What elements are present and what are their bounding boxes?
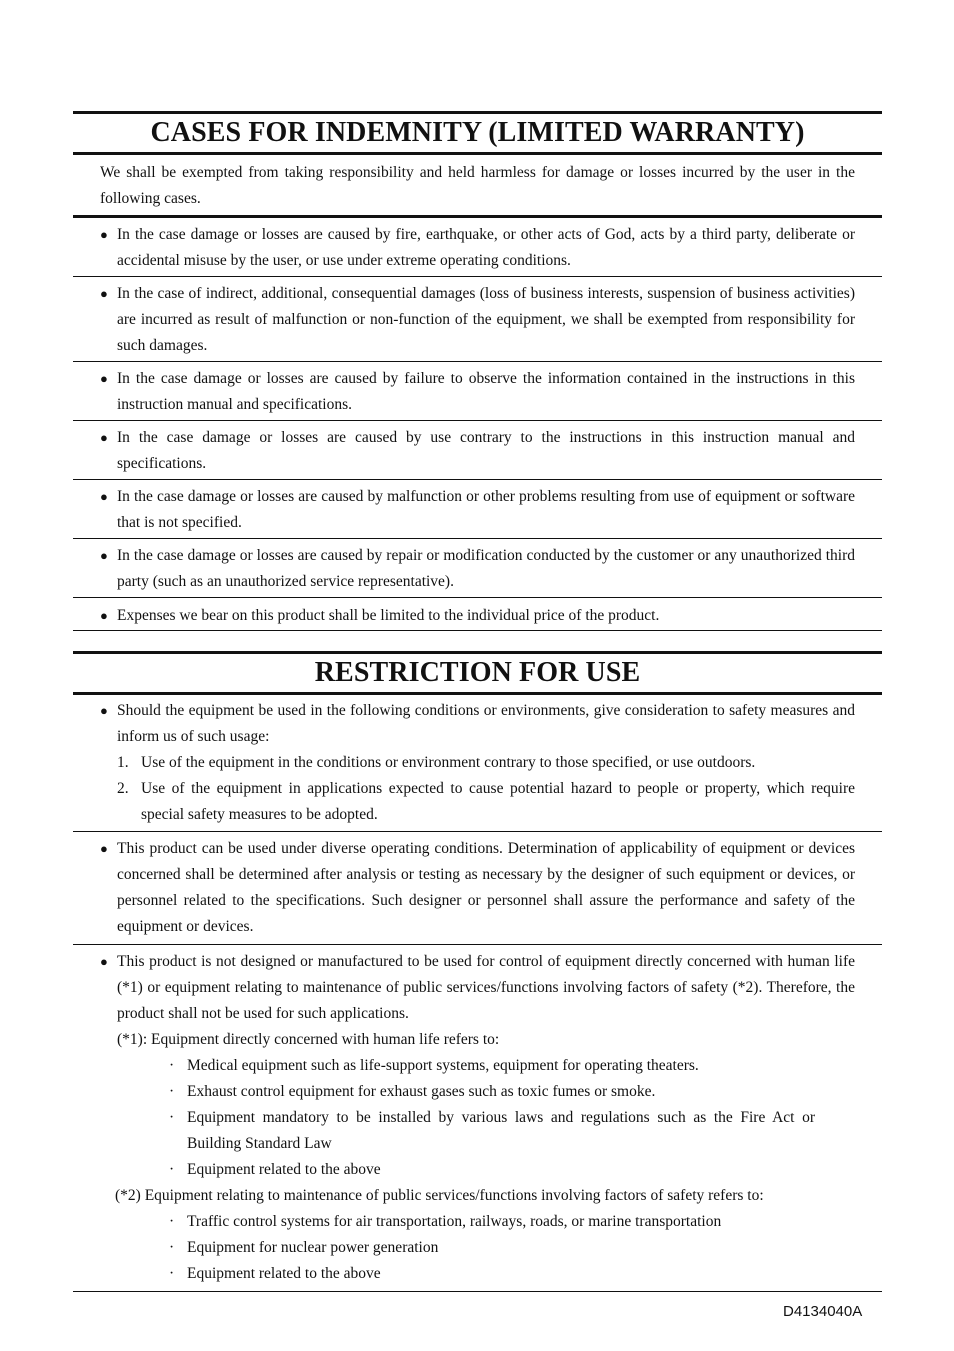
indemnity-item-text: In the case damage or losses are caused by use contrary to the instructions in this instruction manual and specifications. xyxy=(117,429,855,472)
indemnity-item-text: In the case damage or losses are caused by fire, earthquake, or other acts of God, acts by a third party, deliberate or accidental misuse by the user, or use under extreme operating conditions. xyxy=(117,226,855,269)
number-label: 1. xyxy=(117,754,129,771)
bullet-icon: ● xyxy=(100,430,108,445)
indemnity-item xyxy=(73,598,882,630)
note1-item xyxy=(117,1079,855,1105)
bullet-icon: ● xyxy=(100,489,108,504)
bullet-icon: ● xyxy=(100,286,108,301)
document-page xyxy=(73,111,882,1292)
dot-icon: · xyxy=(169,1083,175,1100)
note2-item-text: Traffic control systems for air transportation, railways, roads, or marine transportation xyxy=(187,1213,722,1230)
note2-item xyxy=(117,1235,855,1261)
note2-lead: (*2) Equipment relating to maintenance of public services/functions involving factors of safety refers to: xyxy=(115,1187,764,1204)
dot-icon: · xyxy=(169,1213,175,1230)
indemnity-intro: We shall be exempted from taking responsibility and held harmless for damage or losses incurred by the user in the following cases. xyxy=(100,164,855,207)
indemnity-item xyxy=(73,218,882,276)
restriction-item xyxy=(73,945,882,1291)
restriction-item-text: This product can be used under diverse operating conditions. Determination of applicability of equipment or devices concerned shall be determined after analysis or testing as necessary by the designer of such equipment or devices, or personnel related to the specifications. Such designer or personnel shall assure the performance and safety of the equipment or devices. xyxy=(117,840,855,935)
indemnity-item xyxy=(73,421,882,479)
bullet-icon: ● xyxy=(100,227,108,242)
dot-icon: · xyxy=(169,1057,175,1074)
indemnity-item-text: In the case damage or losses are caused by failure to observe the information contained in the instructions in this instruction manual and specifications. xyxy=(117,370,855,413)
indemnity-item xyxy=(73,277,882,361)
indemnity-title: CASES FOR INDEMNITY (LIMITED WARRANTY) xyxy=(150,117,805,148)
indemnity-item xyxy=(73,362,882,420)
note1-lead: (*1): Equipment directly concerned with human life refers to: xyxy=(117,1031,500,1048)
note1-item-text: Equipment related to the above xyxy=(187,1161,381,1178)
restriction-item xyxy=(73,695,882,831)
note2-item-text: Equipment for nuclear power generation xyxy=(187,1239,439,1256)
note1-item xyxy=(117,1105,855,1157)
note2-item-text: Equipment related to the above xyxy=(187,1265,381,1282)
numbered-item xyxy=(117,750,855,776)
bullet-icon: ● xyxy=(100,841,108,856)
indemnity-item-text: In the case damage or losses are caused by repair or modification conducted by the customer or any unauthorized third party (such as an unauthorized service representative). xyxy=(117,547,855,590)
indemnity-item-text: In the case of indirect, additional, consequential damages (loss of business interests, suspension of business activities) are incurred as result of malfunction or non-function of the equipment, we shall be exempted from responsibility for such damages. xyxy=(117,285,855,354)
note1-item-text: Exhaust control equipment for exhaust gases such as toxic fumes or smoke. xyxy=(187,1083,656,1100)
note1-item xyxy=(117,1053,855,1079)
dot-icon: · xyxy=(169,1265,175,1282)
note2-item xyxy=(117,1261,855,1287)
numbered-item xyxy=(117,776,855,828)
bullet-icon: ● xyxy=(100,608,108,623)
bullet-icon: ● xyxy=(100,371,108,386)
section-top-rule xyxy=(73,651,882,654)
numbered-item-text: Use of the equipment in applications expected to cause potential hazard to people or property, which require special safety measures to be adopted. xyxy=(141,780,855,823)
indemnity-item-text: In the case damage or losses are caused by malfunction or other problems resulting from use of equipment or software that is not specified. xyxy=(117,488,855,531)
note2-item xyxy=(117,1209,855,1235)
indemnity-item xyxy=(73,539,882,597)
section-bottom-rule xyxy=(73,1291,882,1292)
indemnity-item xyxy=(73,480,882,538)
indemnity-item-text: Expenses we bear on this product shall be limited to the individual price of the product. xyxy=(117,607,660,624)
note1-item-text: Medical equipment such as life-support systems, equipment for operating theaters. xyxy=(187,1057,699,1074)
note1-item xyxy=(117,1157,855,1183)
restriction-item xyxy=(73,832,882,944)
bullet-icon: ● xyxy=(100,703,108,718)
section-top-rule xyxy=(73,111,882,114)
dot-icon: · xyxy=(169,1161,175,1178)
restriction-title: RESTRICTION FOR USE xyxy=(314,657,641,688)
dot-icon: · xyxy=(169,1239,175,1256)
bullet-icon: ● xyxy=(100,548,108,563)
restriction-item-text: Should the equipment be used in the following conditions or environments, give consideration to safety measures and inform us of such usage: xyxy=(117,702,855,745)
bullet-icon: ● xyxy=(100,954,108,969)
document-code: D4134040A xyxy=(783,1303,863,1320)
number-label: 2. xyxy=(117,780,129,797)
numbered-item-text: Use of the equipment in the conditions or environment contrary to those specified, or use outdoors. xyxy=(141,754,756,771)
note1-item-text: Equipment mandatory to be installed by various laws and regulations such as the Fire Act or Building Standard Law xyxy=(187,1109,815,1152)
dot-icon: · xyxy=(169,1109,175,1126)
restriction-item-text: This product is not designed or manufactured to be used for control of equipment directly concerned with human life (*1) or equipment relating to maintenance of public services/functions involving factors of safety (*2). Therefore, the product shall not be used for such applications. xyxy=(117,953,855,1022)
